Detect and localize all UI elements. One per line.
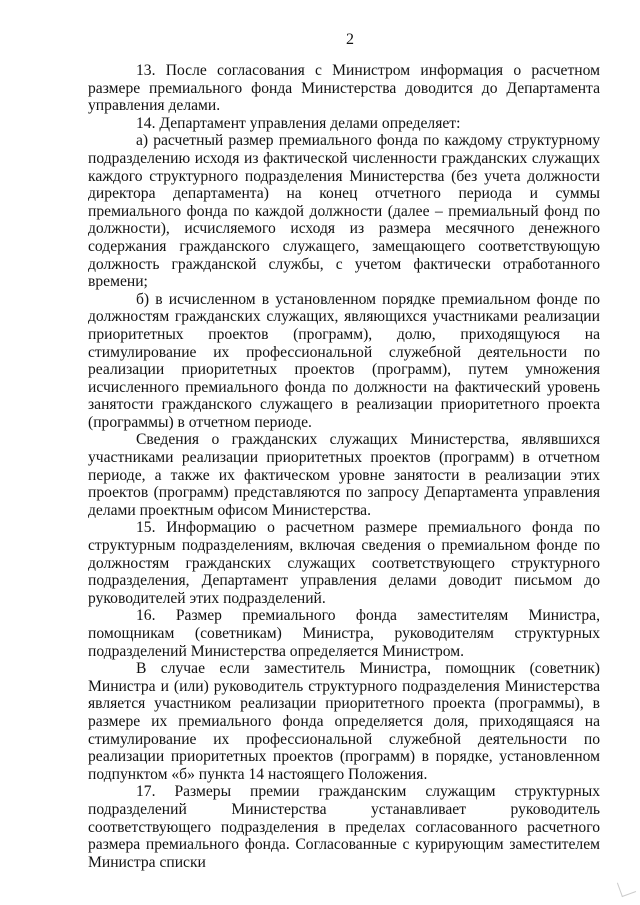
paragraph-15: 15. Информацию о расчетном размере премиального фонда по структурным подразделениям, включая сведения о премиальном фонде по должностям гражданских служащих соответствующего структурного подразделения, Департамент управления делами доводит письмом до руководителей этих подразделений.: [88, 519, 600, 607]
subparagraph-14a: а) расчетный размер премиального фонда по каждому структурному подразделению исходя из фактической численности гражданских служащих каждого структурного подразделения Министерства (без учета должности директора департамента) на конец отчетного периода и суммы премиального фонда по каждой должности (далее – премиальный фонд по должности), исчисляемого исходя из размера месячного денежного содержания гражданского служащего, замещающего соответствующую должность гражданской службы, с учетом фактически отработанного времени;: [88, 132, 600, 291]
paragraph-13: 13. После согласования с Министром информация о расчетном размере премиального фонда Министерства доводится до Департамента управления делами.: [88, 62, 600, 115]
paragraph-17: 17. Размеры премии гражданским служащим структурных подразделений Министерства устанавливает руководитель соответствующего подразделения в пределах согласованного расчетного размера премиального фонда. Согласованные с курирующим заместителем Министра списки: [88, 783, 600, 871]
paragraph-16-case: В случае если заместитель Министра, помощник (советник) Министра и (или) руководитель структурного подразделения Министерства является участником реализации приоритетного проекта (программы), в размере их премиального фонда определяется доля, приходящаяся на стимулирование их профессиональной служебной деятельности по реализации приоритетных проектов (программ) в порядке, установленном подпунктом «б» пункта 14 настоящего Положения.: [88, 660, 600, 783]
scan-corner-mark: [617, 878, 636, 897]
paragraph-16: 16. Размер премиального фонда заместителям Министра, помощникам (советникам) Министра, руководителям структурных подразделений Министерства определяется Министром.: [88, 607, 600, 660]
page-number: 2: [346, 31, 354, 48]
subparagraph-14b: б) в исчисленном в установленном порядке премиальном фонде по должностям гражданских служащих, являющихся участниками реализации приоритетных проектов (программ), долю, приходящуюся на стимулирование их профессиональной служебной деятельности по реализации приоритетных проектов (программ), путем умножения исчисленного премиального фонда по должности на фактический уровень занятости гражданского служащего в реализации приоритетного проекта (программы) в отчетном периоде.: [88, 290, 600, 431]
paragraph-14-info: Сведения о гражданских служащих Министерства, являвшихся участниками реализации приоритетных проектов (программ) в отчетном периоде, а также их фактическом уровне занятости в реализации этих проектов (программ) представляются по запросу Департамента управления делами проектным офисом Министерства.: [88, 431, 600, 519]
paragraph-14: 14. Департамент управления делами определяет:: [136, 114, 461, 132]
document-body: [88, 62, 600, 871]
